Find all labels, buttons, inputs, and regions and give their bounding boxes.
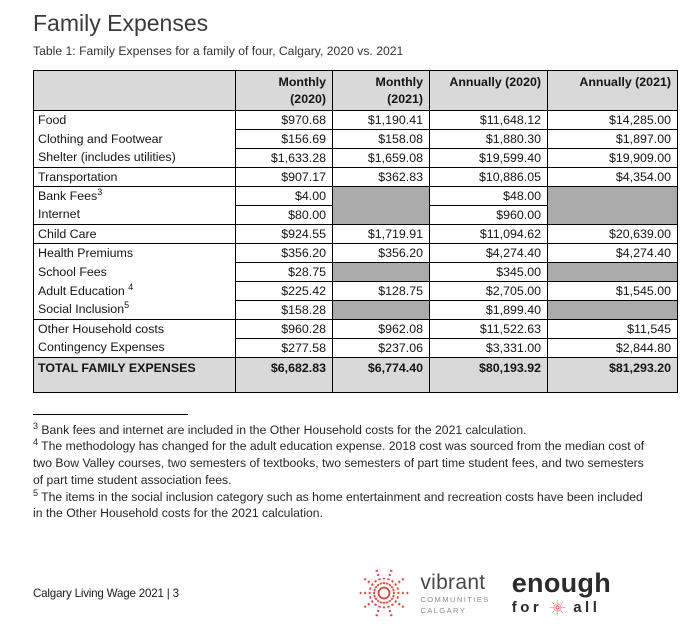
expense-label: School Fees	[34, 262, 236, 281]
logo-group	[357, 566, 611, 620]
vibrant-starburst-icon	[357, 566, 411, 620]
expense-label: Adult Education $^4$	[34, 281, 236, 300]
monthly-2020-value: $158.28	[236, 300, 333, 319]
annually-2021-value: $1,897.00	[548, 129, 678, 148]
expense-label: Internet	[34, 205, 236, 224]
annually-2020-value: $11,094.62	[430, 224, 548, 243]
annually-2021-value	[548, 262, 678, 281]
monthly-2020-value: $4.00	[236, 186, 333, 205]
annually-2020-value: $1,899.40	[430, 300, 548, 319]
monthly-2021-value: $237.06	[333, 338, 430, 357]
table-row	[34, 262, 678, 281]
monthly-2021-value: $1,719.91	[333, 224, 430, 243]
monthly-2020-value: $225.42	[236, 281, 333, 300]
table-row	[34, 148, 678, 167]
annually-2021-value: $1,545.00	[548, 281, 678, 300]
annually-2021-value: $4,274.40	[548, 243, 678, 262]
enough-wordmark: enough	[511, 568, 611, 598]
monthly-2021-value: $356.20	[333, 243, 430, 262]
annually-2020-value: $11,522.63	[430, 319, 548, 338]
table-row	[34, 243, 678, 262]
monthly-2021-value	[333, 300, 430, 319]
annually-2021-value	[548, 300, 678, 319]
monthly-2020-value: $28.75	[236, 262, 333, 281]
footnote-separator	[33, 414, 188, 415]
expense-label: Child Care	[34, 224, 236, 243]
column-header-monthly-2021: Monthly (2021)	[333, 71, 430, 110]
vibrant-communities-text: COMMUNITIES	[420, 594, 490, 604]
column-header-annually-2020: Annually (2020)	[430, 71, 548, 110]
monthly-2021-value: $1,190.41	[333, 110, 430, 129]
total-label: TOTAL FAMILY EXPENSES	[34, 357, 236, 392]
monthly-2020-value: $1,633.28	[236, 148, 333, 167]
table-caption: Table 1: Family Expenses for a family of four, Calgary, 2020 vs. 2021	[33, 44, 404, 59]
expense-label: Shelter (includes utilities)	[34, 148, 236, 167]
page-number-label: Calgary Living Wage 2021 | 3	[33, 586, 179, 600]
table-row	[34, 300, 678, 319]
expenses-table	[33, 70, 678, 392]
annually-2020-value: $19,599.40	[430, 148, 548, 167]
total-monthly-2021-value: $6,774.40	[333, 357, 430, 392]
monthly-2020-value: $907.17	[236, 167, 333, 186]
monthly-2021-value: $362.83	[333, 167, 430, 186]
table-row	[34, 281, 678, 300]
expense-label: Transportation	[34, 167, 236, 186]
monthly-2020-value: $970.68	[236, 110, 333, 129]
annually-2020-value: $10,886.05	[430, 167, 548, 186]
annually-2021-value: $19,909.00	[548, 148, 678, 167]
vibrant-wordmark: vibrant	[420, 570, 486, 594]
table-row	[34, 319, 678, 338]
monthly-2021-value: $158.08	[333, 129, 430, 148]
footnotes	[33, 422, 676, 522]
total-annually-2020-value: $80,193.92	[430, 357, 548, 392]
expense-label: Other Household costs	[34, 319, 236, 338]
header-row	[34, 71, 678, 110]
annually-2020-value: $11,648.12	[430, 110, 548, 129]
page-footer	[33, 556, 611, 630]
table-row	[34, 167, 678, 186]
expense-label: Food	[34, 110, 236, 129]
footnote: $^3$ Bank fees and internet are included in the Other Household costs for the 2021 calculation.	[33, 420, 527, 437]
total-annually-2021-value: $81,293.20	[548, 357, 678, 392]
total-row	[34, 357, 678, 392]
annually-2020-value: $1,880.30	[430, 129, 548, 148]
enough-all-text: all	[573, 599, 601, 616]
monthly-2021-value	[333, 205, 430, 224]
monthly-2021-value	[333, 262, 430, 281]
annually-2020-value: $3,331.00	[430, 338, 548, 357]
annually-2021-value: $2,844.80	[548, 338, 678, 357]
expense-label: Social Inclusion$^5$	[34, 300, 236, 319]
table-row	[34, 186, 678, 205]
vibrant-calgary-text: CALGARY	[420, 605, 467, 615]
annually-2021-value: $11,545	[548, 319, 678, 338]
annually-2020-value: $2,705.00	[430, 281, 548, 300]
expense-rows	[34, 110, 678, 357]
expense-label: Clothing and Footwear	[34, 129, 236, 148]
footnote: $^5$ The items in the social inclusion category such as home entertainment and recreation costs have been included in the Other Household costs for the 2021 calculation.	[33, 487, 643, 521]
total-monthly-2020-value: $6,682.83	[236, 357, 333, 392]
monthly-2020-value: $356.20	[236, 243, 333, 262]
column-header-annually-2021: Annually (2021)	[548, 71, 678, 110]
expense-label: Contingency Expenses	[34, 338, 236, 357]
table-row	[34, 129, 678, 148]
enough-starburst-icon	[549, 599, 566, 616]
footnote: $^4$ The methodology has changed for the adult education expense. 2018 cost was sourced from the median cost of two Bow Valley courses, two semesters of textbooks, two semesters of part time student fees, and two semesters of part time student association fees.	[33, 437, 645, 487]
annually-2021-value: $14,285.00	[548, 110, 678, 129]
monthly-2021-value: $1,659.08	[333, 148, 430, 167]
page-title: Family Expenses	[33, 10, 209, 36]
monthly-2020-value: $924.55	[236, 224, 333, 243]
annually-2020-value: $48.00	[430, 186, 548, 205]
vibrant-communities-calgary-logo	[357, 566, 489, 620]
table-row	[34, 205, 678, 224]
table-row	[34, 110, 678, 129]
annually-2021-value	[548, 186, 678, 205]
expense-label: Health Premiums	[34, 243, 236, 262]
column-header-monthly-2020: Monthly (2020)	[236, 71, 333, 110]
table-row	[34, 338, 678, 357]
monthly-2020-value: $277.58	[236, 338, 333, 357]
annually-2021-value: $20,639.00	[548, 224, 678, 243]
enough-for-text: for	[511, 599, 543, 616]
monthly-2020-value: $156.69	[236, 129, 333, 148]
expense-label: Bank Fees$^3$	[34, 186, 236, 205]
enough-for-all-logo	[512, 570, 611, 616]
annually-2020-value: $345.00	[430, 262, 548, 281]
table-row	[34, 224, 678, 243]
monthly-2021-value: $962.08	[333, 319, 430, 338]
column-header-blank	[34, 71, 236, 110]
monthly-2021-value	[333, 186, 430, 205]
annually-2020-value: $4,274.40	[430, 243, 548, 262]
annually-2021-value: $4,354.00	[548, 167, 678, 186]
monthly-2021-value: $128.75	[333, 281, 430, 300]
monthly-2020-value: $80.00	[236, 205, 333, 224]
annually-2020-value: $960.00	[430, 205, 548, 224]
annually-2021-value	[548, 205, 678, 224]
monthly-2020-value: $960.28	[236, 319, 333, 338]
